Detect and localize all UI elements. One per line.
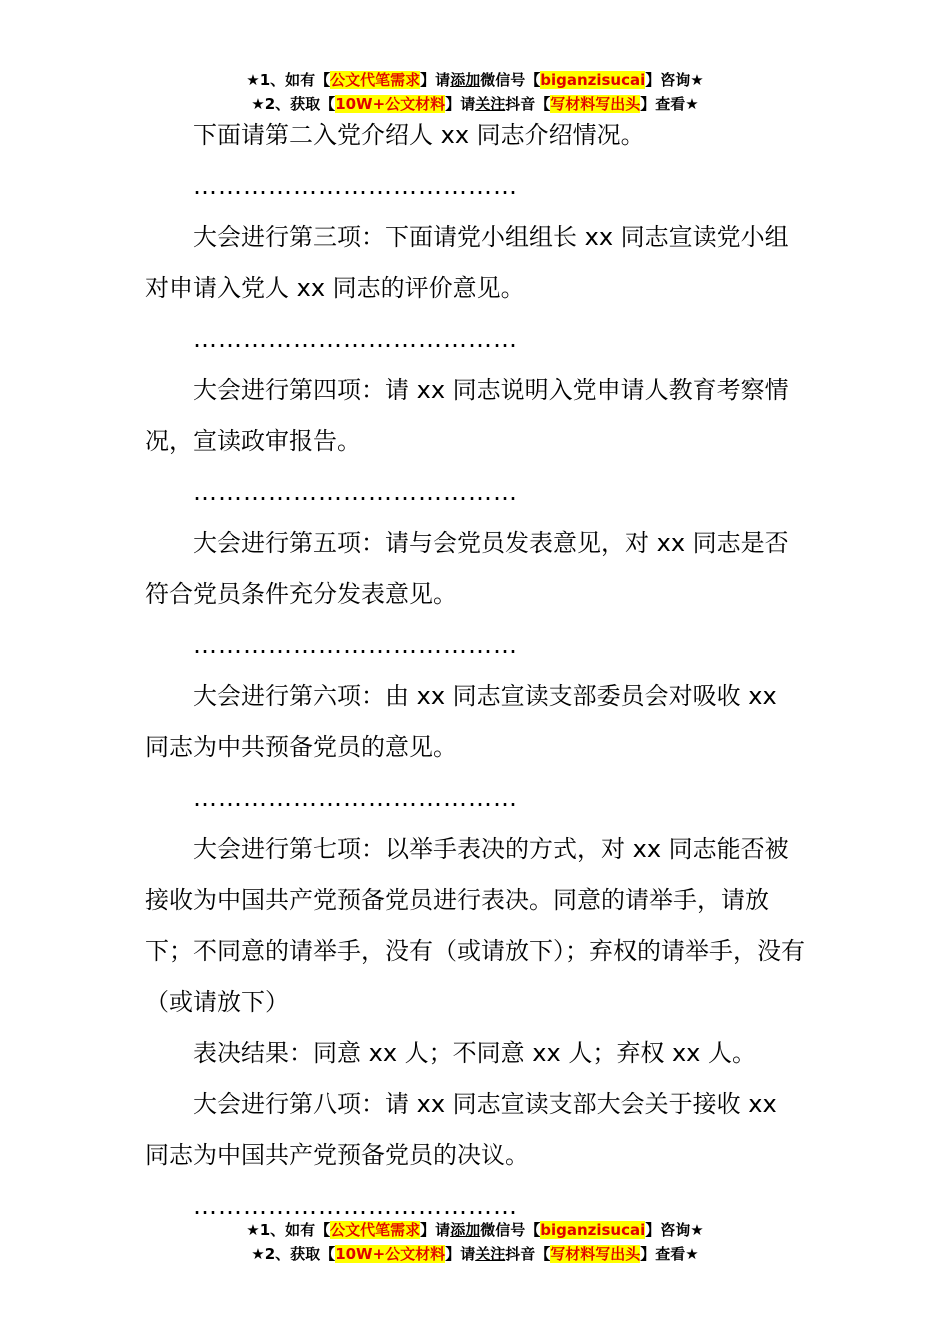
banner-text: 】请 <box>420 71 451 89</box>
star-icon: ★ <box>251 95 265 113</box>
banner-text: 1、如有【 <box>259 1221 331 1239</box>
highlight-materials: 10W+公文材料 <box>335 95 446 113</box>
paragraph: 大会进行第三项：下面请党小组组长 xx 同志宣读党小组对申请入党人 xx 同志的评价意见。 <box>145 223 789 302</box>
vote-result: 表决结果：同意 xx 人；不同意 xx 人；弃权 xx 人。 <box>193 1039 756 1067</box>
highlight-douyin: 写材料写出头 <box>550 95 641 113</box>
highlight-service: 公文代笔需求 <box>330 1221 421 1239</box>
ellipsis-line: ………………………………… <box>193 631 518 659</box>
banner-text: 1、如有【 <box>259 71 331 89</box>
underline-add: 添加 <box>450 1221 481 1239</box>
highlight-wechat-id: biganzisucai <box>540 1221 646 1239</box>
banner-text: 】查看★ <box>640 95 699 113</box>
star-icon: ★ <box>251 1245 265 1263</box>
highlight-materials: 10W+公文材料 <box>335 1245 446 1263</box>
banner-text: 抖音【 <box>505 95 551 113</box>
highlight-service: 公文代笔需求 <box>330 71 421 89</box>
ellipsis-line: ………………………………… <box>193 325 518 353</box>
banner-text: 微信号【 <box>480 71 541 89</box>
underline-follow: 关注 <box>475 95 506 113</box>
ellipsis-line: ………………………………… <box>193 172 518 200</box>
footer-banner <box>0 1218 950 1266</box>
banner-text: 】请 <box>445 1245 476 1263</box>
ellipsis-line: ………………………………… <box>193 1192 518 1220</box>
header-banner <box>0 68 950 116</box>
paragraph: 下面请第二入党介绍人 xx 同志介绍情况。 <box>193 121 645 149</box>
underline-add: 添加 <box>450 71 481 89</box>
banner-text: 抖音【 <box>505 1245 551 1263</box>
banner-text: 2、获取【 <box>264 1245 336 1263</box>
banner-line-2 <box>0 1242 950 1266</box>
highlight-douyin: 写材料写出头 <box>550 1245 641 1263</box>
banner-text: 】请 <box>445 95 476 113</box>
paragraph: 大会进行第六项：由 xx 同志宣读支部委员会对吸收 xx 同志为中共预备党员的意见。 <box>145 682 777 761</box>
banner-text: 】咨询★ <box>645 1221 704 1239</box>
banner-text: 】请 <box>420 1221 451 1239</box>
paragraph: 大会进行第七项：以举手表决的方式，对 xx 同志能否被接收为中国共产党预备党员进行表决。同意的请举手，请放下；不同意的请举手，没有（或请放下）；弃权的请举手，没有（或请放下） <box>145 835 805 1016</box>
document-body <box>145 110 805 1232</box>
banner-text: 2、获取【 <box>264 95 336 113</box>
star-icon: ★ <box>246 1221 260 1239</box>
banner-text: 微信号【 <box>480 1221 541 1239</box>
paragraph: 大会进行第八项：请 xx 同志宣读支部大会关于接收 xx 同志为中国共产党预备党员的决议。 <box>145 1090 777 1169</box>
underline-follow: 关注 <box>475 1245 506 1263</box>
banner-line-1 <box>0 1218 950 1242</box>
ellipsis-line: ………………………………… <box>193 478 518 506</box>
banner-text: 】查看★ <box>640 1245 699 1263</box>
highlight-wechat-id: biganzisucai <box>540 71 646 89</box>
paragraph: 大会进行第五项：请与会党员发表意见，对 xx 同志是否符合党员条件充分发表意见。 <box>145 529 789 608</box>
banner-line-1 <box>0 68 950 92</box>
paragraph: 大会进行第四项：请 xx 同志说明入党申请人教育考察情况，宣读政审报告。 <box>145 376 789 455</box>
banner-text: 】咨询★ <box>645 71 704 89</box>
star-icon: ★ <box>246 71 260 89</box>
ellipsis-line: ………………………………… <box>193 784 518 812</box>
